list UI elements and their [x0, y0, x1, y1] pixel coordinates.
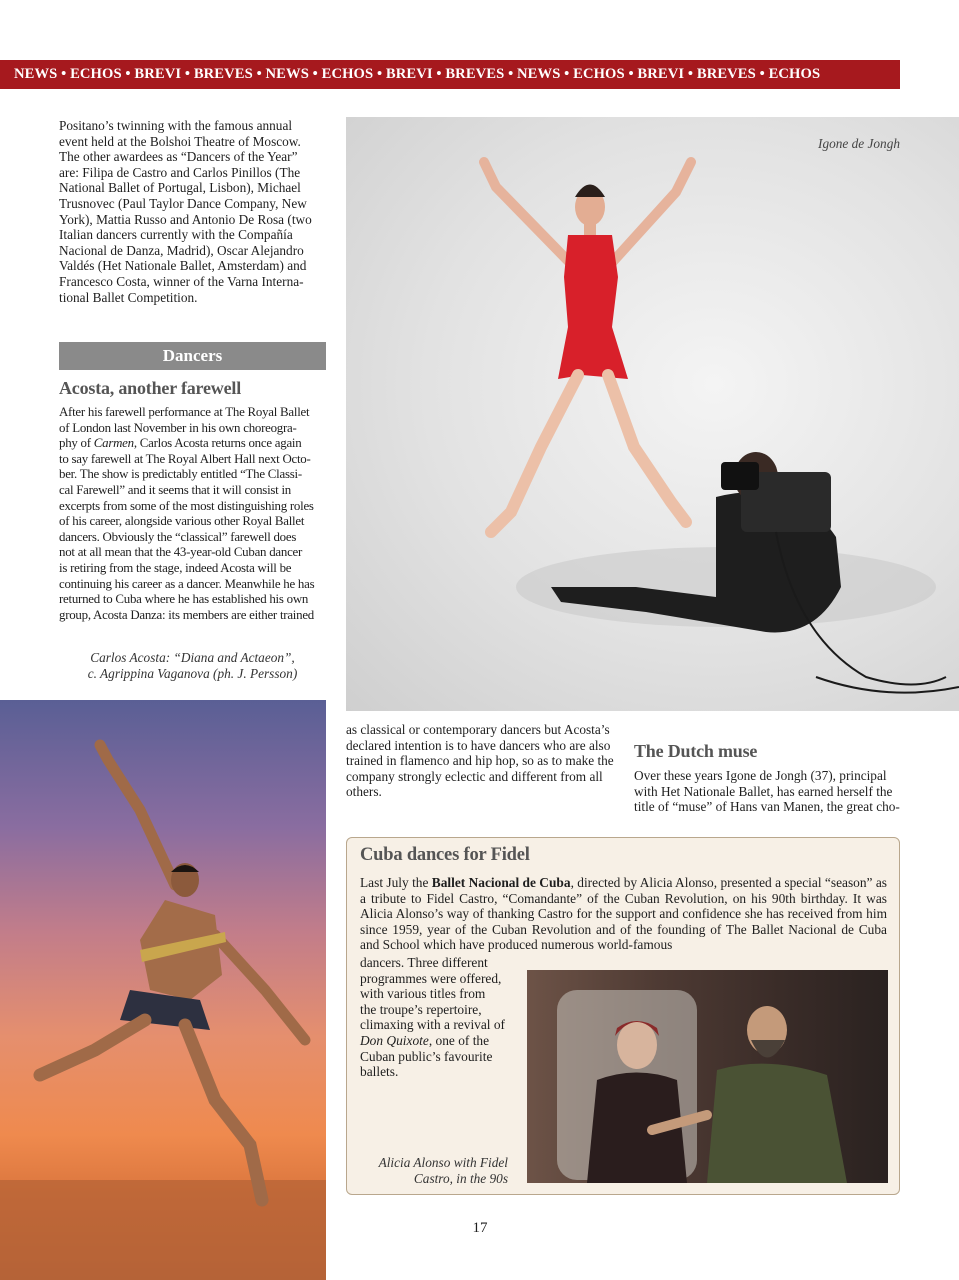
- acosta-heading: Acosta, another farewell: [59, 378, 241, 398]
- acosta-paragraph: [59, 405, 326, 623]
- acosta-caption: Carlos Acosta: “Diana and Actaeon”, c. Agrippina Vaganova (ph. J. Persson): [87, 650, 298, 681]
- text-line: Trusnovec (Paul Taylor Dance Company, New: [59, 195, 307, 211]
- carlos-acosta-photo: [0, 700, 326, 1280]
- ballet-nacional-name: Ballet Nacional de Cuba: [431, 875, 571, 890]
- text-line: excerpts from some of the most distinguishing roles: [59, 498, 314, 513]
- don-quixote-title: Don Quixote: [360, 1032, 429, 1048]
- cuba-heading: Cuba dances for Fidel: [360, 845, 530, 865]
- text-line: of London last November in his own choreogra-: [59, 420, 297, 435]
- text-line: Valdés (Het Nationale Ballet, Amsterdam) and: [59, 258, 307, 274]
- text-line: phy of Carmen, Carlos Acosta returns once again: [59, 436, 302, 451]
- text-line: others.: [346, 784, 382, 800]
- section-dancers-bar: Dancers: [59, 342, 326, 370]
- text-line: to say farewell at The Royal Albert Hall next Octo-: [59, 451, 311, 466]
- text-line: Cuban public’s favourite: [360, 1048, 493, 1064]
- alonso-castro-caption: Alicia Alonso with Fidel Castro, in the 90s: [378, 1155, 508, 1186]
- carmen-title: Carmen: [93, 436, 134, 451]
- text-line: group, Acosta Danza: its members are either trained: [59, 607, 314, 622]
- text-line: York), Mattia Russo and Antonio De Rosa (two: [59, 211, 312, 227]
- text-line: declared intention is to have dancers who are also: [346, 737, 611, 753]
- text-line: of his career, alongside various other Royal Ballet: [59, 514, 305, 529]
- text-line: is retiring from the stage, indeed Acosta will be: [59, 560, 292, 575]
- text-line: dancers. Obviously the “classical” farewell does: [59, 529, 297, 544]
- alonso-castro-illustration: [527, 970, 888, 1183]
- cuba-paragraph: Last July the Ballet Nacional de Cuba, directed by Alicia Alonso, presented a special “season” as a tribute to Fidel Castro, “Comandante” of the Cuban Revolution, on his 90th birthday. It was Alicia Alonso’s way of thanking Castro for the support and confidence she has received from him since 1959, year of the Cuban Revolution and of the founding of The Ballet Nacional de Cuba and School which have produced numerous world-famous: [360, 875, 888, 953]
- text-line: Nacional de Danza, Madrid), Oscar Alejandro: [59, 242, 304, 258]
- text-line: company strongly eclectic and different from all: [346, 768, 603, 784]
- dutch-muse-paragraph: [634, 768, 900, 815]
- text-line: National Ballet of Portugal, Lisbon), Michael: [59, 180, 301, 196]
- alonso-castro-photo: [527, 970, 888, 1183]
- text-line: cal Farewell” and it seems that it will consist in: [59, 482, 292, 497]
- text-line: Italian dancers currently with the Compañía: [59, 227, 293, 243]
- text-line: with various titles from: [360, 986, 486, 1002]
- text-line: dancers. Three different: [360, 955, 488, 970]
- text-line: ballets.: [360, 1064, 399, 1080]
- acosta-illustration: [0, 700, 326, 1280]
- text-line: event held at the Bolshoi Theatre of Moscow.: [59, 133, 301, 149]
- text-line: climaxing with a revival of: [360, 1017, 506, 1033]
- acosta-continued-paragraph: [346, 722, 614, 800]
- dutch-muse-heading: The Dutch muse: [634, 741, 758, 761]
- text-line: Don Quixote, one of the: [360, 1032, 490, 1048]
- text-line: continuing his career as a dancer. Meanwhile he has: [59, 576, 315, 591]
- news-banner: NEWS • ECHOS • BREVI • BREVES • NEWS • ECHOS • BREVI • BREVES • NEWS • ECHOS • BREVI • BREVES • ECHOS: [0, 60, 900, 89]
- igone-caption: Igone de Jongh: [818, 136, 900, 151]
- text-line: title of “muse” of Hans van Manen, the great cho-: [634, 799, 900, 815]
- text-line: tional Ballet Competition.: [59, 289, 198, 305]
- intro-paragraph: [59, 118, 326, 305]
- text-line: ber. The show is predictably entitled “The Classi-: [59, 467, 302, 482]
- page-number: 17: [472, 1220, 488, 1236]
- text-line: returned to Cuba where he has established his own: [59, 592, 309, 607]
- text-line: After his farewell performance at The Royal Ballet: [59, 405, 310, 419]
- cuba-side-paragraph: [360, 955, 510, 1080]
- text-line: not at all mean that the 43-year-old Cuban dancer: [59, 545, 303, 560]
- text-line: with Het Nationale Ballet, has earned herself the: [634, 783, 893, 799]
- text-line: Francesco Costa, winner of the Varna Interna-: [59, 273, 304, 289]
- igone-de-jongh-photo: [346, 117, 959, 711]
- text-line: Over these years Igone de Jongh (37), principal: [634, 768, 887, 783]
- text-line: as classical or contemporary dancers but Acosta’s: [346, 722, 610, 737]
- text-line: Positano’s twinning with the famous annual: [59, 118, 293, 133]
- text-line: The other awardees as “Dancers of the Year”: [59, 149, 298, 165]
- text-line: the troupe’s repertoire,: [360, 1001, 482, 1017]
- text-line: programmes were offered,: [360, 970, 502, 986]
- dancer-illustration: [346, 117, 959, 711]
- text-line: trained in flamenco and hip hop, so as to make the: [346, 753, 614, 769]
- text-line: are: Filipa de Castro and Carlos Pinillos (The: [59, 164, 301, 180]
